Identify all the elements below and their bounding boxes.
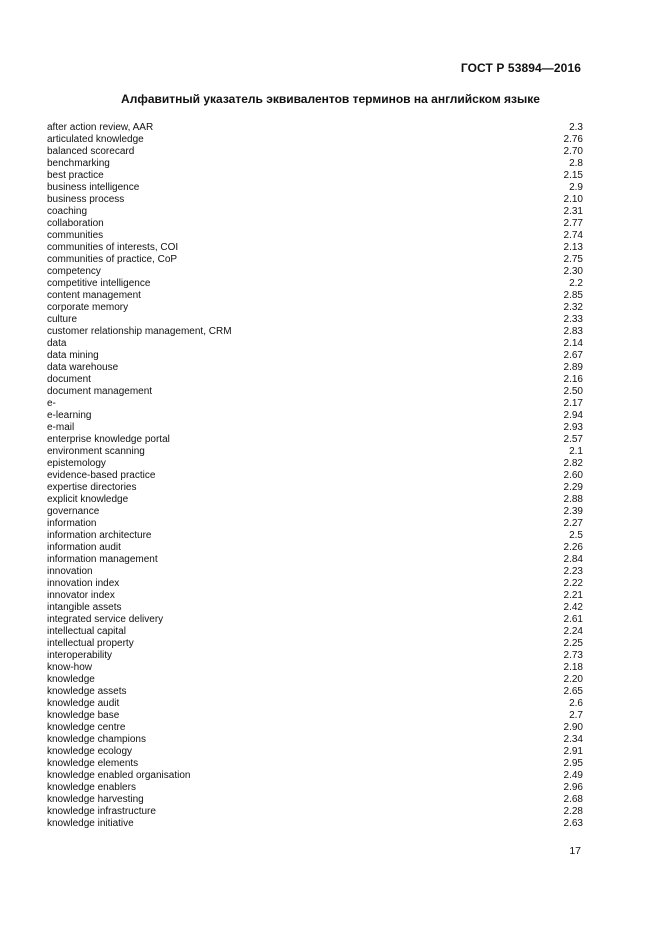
index-ref: 2.85	[563, 290, 583, 301]
page-title: Алфавитный указатель эквивалентов терминов на английском языке	[121, 92, 540, 106]
index-term: knowledge audit	[47, 698, 120, 709]
index-row	[47, 410, 583, 422]
index-ref: 2.22	[563, 578, 583, 589]
index-row	[47, 374, 583, 386]
index-ref: 2.82	[563, 458, 583, 469]
index-ref: 2.42	[563, 602, 583, 613]
index-ref: 2.93	[563, 422, 583, 433]
index-term: competency	[47, 266, 101, 277]
index-term: balanced scorecard	[47, 146, 135, 157]
index-term: knowledge initiative	[47, 818, 134, 829]
index-term: document management	[47, 386, 153, 397]
index-ref: 2.30	[563, 266, 583, 277]
index-term: customer relationship management, CRM	[47, 326, 232, 337]
index-ref: 2.9	[569, 182, 583, 193]
index-row	[47, 326, 583, 338]
index-term: collaboration	[47, 218, 104, 229]
index-term: information management	[47, 554, 158, 565]
index-ref: 2.6	[569, 698, 583, 709]
index-row	[47, 302, 583, 314]
index-ref: 2.25	[563, 638, 583, 649]
index-ref: 2.23	[563, 566, 583, 577]
index-row	[47, 470, 583, 482]
index-ref: 2.13	[563, 242, 583, 253]
index-row	[47, 554, 583, 566]
index-row	[47, 278, 583, 290]
index-term: knowledge harvesting	[47, 794, 144, 805]
index-row	[47, 314, 583, 326]
index-ref: 2.34	[563, 734, 583, 745]
index-row	[47, 254, 583, 266]
index-ref: 2.21	[563, 590, 583, 601]
index-row	[47, 158, 583, 170]
index-row	[47, 542, 583, 554]
index-term: competitive intelligence	[47, 278, 151, 289]
index-term: expertise directories	[47, 482, 137, 493]
index-ref: 2.1	[569, 446, 583, 457]
index-ref: 2.32	[563, 302, 583, 313]
index-row	[47, 806, 583, 818]
index-row	[47, 566, 583, 578]
index-row	[47, 266, 583, 278]
index-ref: 2.84	[563, 554, 583, 565]
index-ref: 2.65	[563, 686, 583, 697]
index-term: knowledge elements	[47, 758, 139, 769]
index-term: explicit knowledge	[47, 494, 129, 505]
index-row	[47, 734, 583, 746]
index-row	[47, 446, 583, 458]
index-ref: 2.63	[563, 818, 583, 829]
index-term: intellectual property	[47, 638, 134, 649]
index-term: coaching	[47, 206, 88, 217]
index-row	[47, 422, 583, 434]
index-ref: 2.27	[563, 518, 583, 529]
index-row	[47, 746, 583, 758]
index-term: knowledge enablers	[47, 782, 136, 793]
index-ref: 2.67	[563, 350, 583, 361]
index-term: information	[47, 518, 97, 529]
index-term: integrated service delivery	[47, 614, 164, 625]
index-ref: 2.49	[563, 770, 583, 781]
index-row	[47, 482, 583, 494]
standard-code: ГОСТ Р 53894—2016	[460, 61, 581, 75]
index-ref: 2.90	[563, 722, 583, 733]
index-row	[47, 686, 583, 698]
index-ref: 2.57	[563, 434, 583, 445]
index-ref: 2.26	[563, 542, 583, 553]
index-row	[47, 182, 583, 194]
index-term: data warehouse	[47, 362, 119, 373]
index-row	[47, 134, 583, 146]
index-ref: 2.39	[563, 506, 583, 517]
index-term: intangible assets	[47, 602, 122, 613]
index-row	[47, 146, 583, 158]
index-ref: 2.96	[563, 782, 583, 793]
index-term: knowledge assets	[47, 686, 127, 697]
index-term: communities	[47, 230, 104, 241]
index-row	[47, 458, 583, 470]
index-term: knowledge champions	[47, 734, 146, 745]
index-term: innovation	[47, 566, 93, 577]
index-row	[47, 602, 583, 614]
index-row	[47, 578, 583, 590]
index-row	[47, 626, 583, 638]
index-ref: 2.73	[563, 650, 583, 661]
index-term: innovator index	[47, 590, 115, 601]
index-term: environment scanning	[47, 446, 145, 457]
index-term: interoperability	[47, 650, 113, 661]
index-row	[47, 770, 583, 782]
index-row	[47, 170, 583, 182]
index-row	[47, 650, 583, 662]
index-row	[47, 614, 583, 626]
index-term: enterprise knowledge portal	[47, 434, 170, 445]
index-ref: 2.60	[563, 470, 583, 481]
index-term: innovation index	[47, 578, 120, 589]
index-ref: 2.18	[563, 662, 583, 673]
index-term: e-learning	[47, 410, 92, 421]
term-index-list	[47, 122, 583, 830]
index-term: knowledge enabled organisation	[47, 770, 191, 781]
index-term: data	[47, 338, 67, 349]
index-ref: 2.15	[563, 170, 583, 181]
index-ref: 2.95	[563, 758, 583, 769]
index-row	[47, 662, 583, 674]
index-row	[47, 506, 583, 518]
index-ref: 2.10	[563, 194, 583, 205]
page-number: 17	[569, 845, 581, 857]
index-row	[47, 362, 583, 374]
index-term: knowledge centre	[47, 722, 126, 733]
index-ref: 2.33	[563, 314, 583, 325]
index-term: after action review, AAR	[47, 122, 154, 133]
index-row	[47, 722, 583, 734]
index-term: knowledge infrastructure	[47, 806, 156, 817]
index-ref: 2.94	[563, 410, 583, 421]
index-ref: 2.68	[563, 794, 583, 805]
index-term: evidence-based practice	[47, 470, 156, 481]
index-row	[47, 638, 583, 650]
index-term: knowledge base	[47, 710, 120, 721]
index-term: knowledge	[47, 674, 95, 685]
index-row	[47, 590, 583, 602]
index-term: business process	[47, 194, 125, 205]
index-row	[47, 518, 583, 530]
index-term: know-how	[47, 662, 93, 673]
index-row	[47, 698, 583, 710]
index-term: governance	[47, 506, 100, 517]
index-ref: 2.3	[569, 122, 583, 133]
index-ref: 2.74	[563, 230, 583, 241]
index-ref: 2.50	[563, 386, 583, 397]
index-row	[47, 194, 583, 206]
index-row	[47, 434, 583, 446]
index-ref: 2.91	[563, 746, 583, 757]
index-ref: 2.5	[569, 530, 583, 541]
index-term: e-mail	[47, 422, 75, 433]
index-row	[47, 818, 583, 830]
index-term: corporate memory	[47, 302, 129, 313]
index-term: business intelligence	[47, 182, 140, 193]
index-ref: 2.83	[563, 326, 583, 337]
index-term: knowledge ecology	[47, 746, 133, 757]
index-row	[47, 338, 583, 350]
index-ref: 2.70	[563, 146, 583, 157]
index-term: benchmarking	[47, 158, 110, 169]
index-ref: 2.28	[563, 806, 583, 817]
index-row	[47, 242, 583, 254]
index-ref: 2.89	[563, 362, 583, 373]
index-row	[47, 218, 583, 230]
index-term: content management	[47, 290, 141, 301]
index-term: culture	[47, 314, 78, 325]
index-row	[47, 290, 583, 302]
index-row	[47, 710, 583, 722]
index-row	[47, 206, 583, 218]
index-row	[47, 386, 583, 398]
index-ref: 2.14	[563, 338, 583, 349]
index-ref: 2.88	[563, 494, 583, 505]
index-ref: 2.17	[563, 398, 583, 409]
index-term: articulated knowledge	[47, 134, 144, 145]
index-ref: 2.75	[563, 254, 583, 265]
index-ref: 2.24	[563, 626, 583, 637]
index-row	[47, 794, 583, 806]
index-ref: 2.8	[569, 158, 583, 169]
index-ref: 2.31	[563, 206, 583, 217]
index-row	[47, 398, 583, 410]
index-ref: 2.20	[563, 674, 583, 685]
index-term: e-	[47, 398, 56, 409]
index-term: intellectual capital	[47, 626, 126, 637]
index-row	[47, 230, 583, 242]
index-ref: 2.77	[563, 218, 583, 229]
index-ref: 2.2	[569, 278, 583, 289]
index-term: best practice	[47, 170, 104, 181]
index-term: document	[47, 374, 91, 385]
index-term: epistemology	[47, 458, 106, 469]
index-term: information audit	[47, 542, 121, 553]
index-row	[47, 122, 583, 134]
index-row	[47, 494, 583, 506]
index-ref: 2.7	[569, 710, 583, 721]
index-row	[47, 674, 583, 686]
index-term: information architecture	[47, 530, 152, 541]
index-row	[47, 530, 583, 542]
index-ref: 2.16	[563, 374, 583, 385]
index-row	[47, 350, 583, 362]
index-term: communities of practice, CoP	[47, 254, 178, 265]
index-ref: 2.29	[563, 482, 583, 493]
index-term: communities of interests, COI	[47, 242, 179, 253]
index-ref: 2.76	[563, 134, 583, 145]
index-row	[47, 758, 583, 770]
index-term: data mining	[47, 350, 99, 361]
index-ref: 2.61	[563, 614, 583, 625]
index-row	[47, 782, 583, 794]
